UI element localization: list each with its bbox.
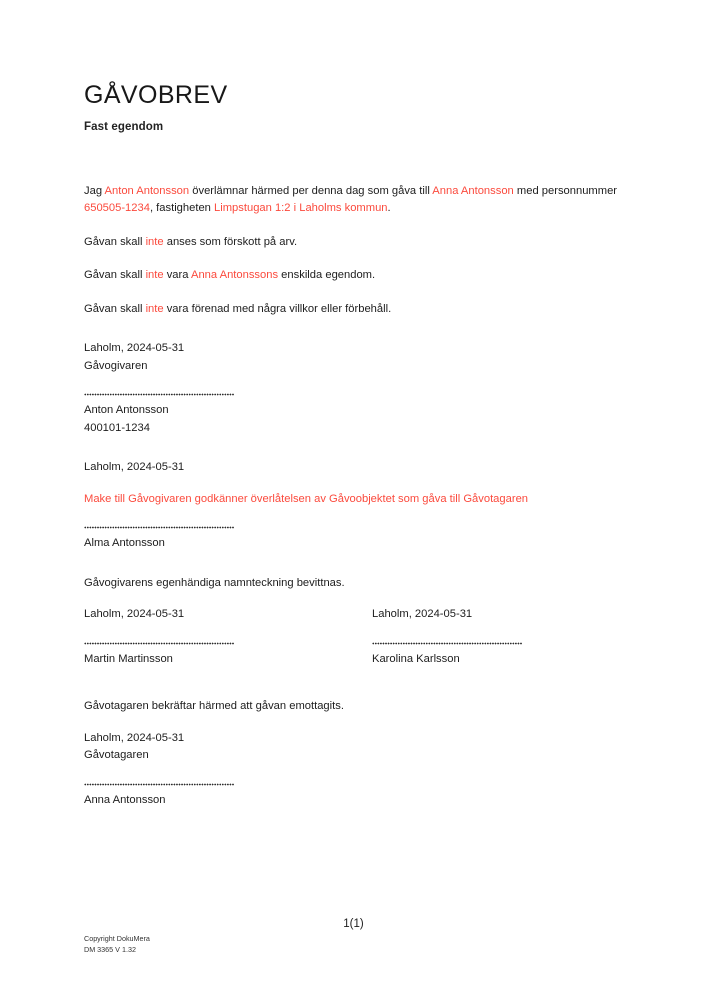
receiver-confirmation-statement: Gåvotagaren bekräftar härmed att gåvan emottagits. — [84, 700, 344, 712]
clause-conditions — [84, 301, 624, 319]
intro-paragraph — [84, 183, 624, 218]
spouse-place-date: Laholm, 2024-05-31 — [84, 461, 185, 473]
footer — [84, 934, 150, 955]
page-title: GÅVOBREV — [84, 81, 228, 109]
property-designation: Limpstugan 1:2 i Laholms kommun — [214, 202, 388, 214]
spouse-approval-statement: Make till Gåvogivaren godkänner överlåtelsen av Gåvoobjektet som gåva till Gåvotagaren — [84, 492, 529, 505]
receiver-confirmation-block — [84, 698, 624, 809]
intro-text-4: , fastigheten — [149, 202, 215, 214]
witness2-signature-line — [372, 639, 522, 648]
giver-role-label: Gåvogivaren — [84, 359, 148, 372]
spacer — [84, 716, 624, 730]
footer-doc-code: DM 3365 V 1.32 — [84, 944, 136, 954]
witness-heading: Gåvogivarens egenhändiga namnteckning bevittnas. — [84, 576, 345, 589]
clause3-post: vara förenad med några villkor eller förbehåll. — [163, 302, 392, 315]
witness-columns — [84, 606, 624, 686]
clause2-pre: Gåvan skall — [84, 269, 146, 281]
body-block — [84, 183, 624, 810]
spouse-approval-block — [84, 459, 624, 553]
intro-text-5: . — [387, 202, 391, 214]
spacer — [84, 477, 624, 491]
giver-place-date: Laholm, 2024-05-31 — [84, 342, 185, 354]
receiver-name: Anna Antonsson — [432, 184, 514, 197]
giver-personnummer: 400101-1234 — [84, 421, 150, 434]
giver-signature-block — [84, 340, 624, 437]
document-content — [84, 82, 624, 809]
clause1-post: anses som förskott på arv. — [163, 235, 298, 248]
witness2-name: Karolina Karlsson — [372, 652, 460, 665]
receiver-signature-line — [84, 780, 234, 789]
witness-column-2 — [372, 606, 622, 668]
witness2-place-date: Laholm, 2024-05-31 — [372, 608, 473, 620]
receiver-place-date: Laholm, 2024-05-31 — [84, 731, 185, 744]
witness-column-1 — [84, 606, 334, 668]
receiver-role-label: Gåvotagaren — [84, 749, 149, 761]
spouse-signature-name: Alma Antonsson — [84, 537, 165, 549]
witness-section — [84, 575, 624, 687]
clause3-negation: inte — [145, 302, 164, 315]
clause1-pre: Gåvan skall — [84, 235, 146, 248]
giver-name: Anton Antonsson — [104, 184, 190, 197]
witness1-name: Martin Martinsson — [84, 652, 173, 665]
intro-text-1: Jag — [84, 184, 105, 197]
clause-advance-inheritance — [84, 234, 624, 252]
signature-line — [84, 390, 234, 399]
spacer — [84, 592, 624, 606]
witness1-place-date: Laholm, 2024-05-31 — [84, 608, 185, 620]
witness1-signature-line — [84, 639, 234, 648]
clause2-mid: vara — [163, 269, 191, 281]
page-number: 1(1) — [343, 918, 364, 930]
intro-text-3: med personnummer — [513, 184, 618, 197]
footer-copyright: Copyright DokuMera — [84, 934, 150, 943]
intro-text-2: överlämnar härmed per denna dag som gåva till — [189, 184, 433, 197]
giver-signature-name: Anton Antonsson — [84, 404, 169, 416]
clause2-name: Anna Antonssons — [190, 269, 279, 281]
clause1-negation: inte — [145, 235, 164, 248]
clause2-post: enskilda egendom. — [278, 269, 376, 281]
receiver-personnummer: 650505-1234 — [84, 202, 150, 214]
spouse-signature-line — [84, 523, 234, 532]
clause3-pre: Gåvan skall — [84, 302, 146, 315]
clause-separate-property — [84, 267, 624, 285]
receiver-signature-name: Anna Antonsson — [84, 793, 166, 806]
clause2-negation: inte — [145, 269, 164, 281]
page-subtitle: Fast egendom — [84, 120, 164, 133]
